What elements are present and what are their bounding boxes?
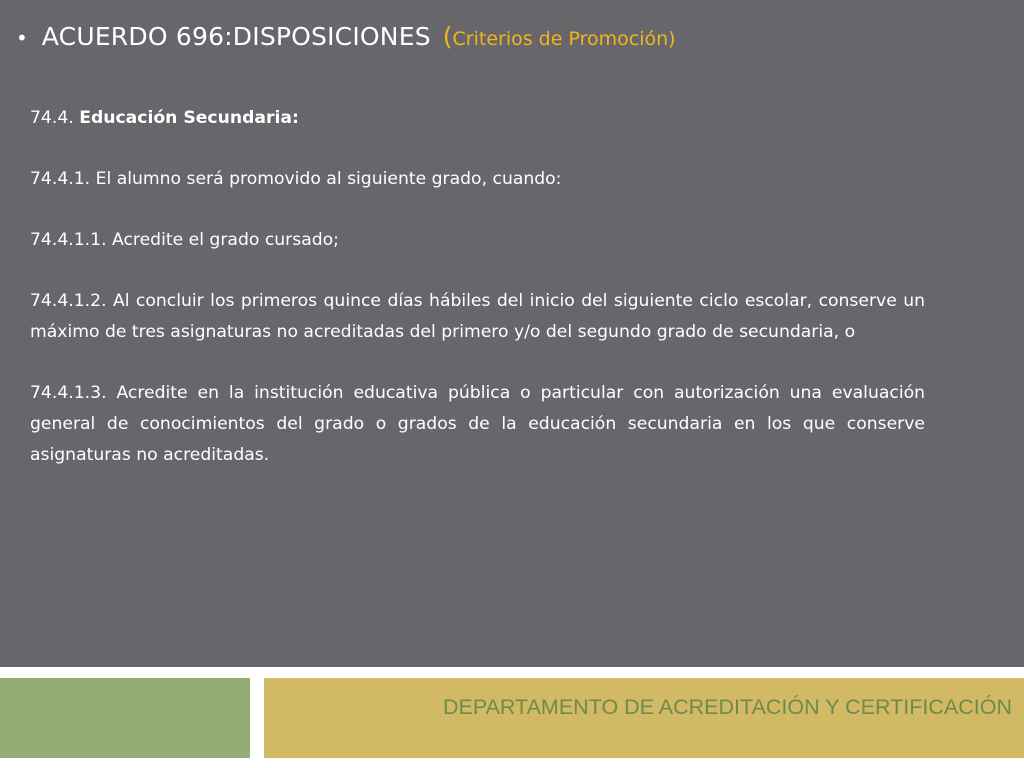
title-subtitle — [443, 22, 676, 51]
paragraph-74-4-1-2: 74.4.1.2. Al concluir los primeros quince días hábiles del inicio del siguiente ciclo escolar, conserve un máximo de tres asignaturas no acreditadas del primero y/o del segundo grado de secundaria, o — [30, 291, 925, 342]
footer-green-block — [0, 678, 250, 758]
slide-title — [16, 22, 676, 51]
section-heading — [30, 103, 925, 134]
paragraph-74-4-1-1: 74.4.1.1. Acredite el grado cursado; — [30, 230, 339, 250]
subtitle-paren: ( — [442, 22, 453, 51]
paragraph-74-4-1: 74.4.1. El alumno será promovido al siguiente grado, cuando: — [30, 169, 562, 189]
footer-department-label: DEPARTAMENTO DE ACREDITACIÓN Y CERTIFICACIÓN — [442, 695, 1012, 719]
title-bullet: • — [16, 26, 28, 50]
slide-content — [30, 103, 925, 501]
paragraph-74-4-1-3: 74.4.1.3. Acredite en la institución educativa pública o particular con autorización una evaluación general de conocimientos del grado o grados de la educación secundaria en los que conserve asignaturas no acreditadas. — [30, 383, 925, 465]
section-number: 74.4. — [30, 108, 80, 128]
title-text: ACUERDO 696:DISPOSICIONES — [41, 22, 431, 51]
footer-gold-bar — [264, 678, 1024, 758]
subtitle-text: Criterios de Promoción) — [452, 28, 676, 50]
section-title: Educación Secundaria: — [79, 108, 299, 128]
